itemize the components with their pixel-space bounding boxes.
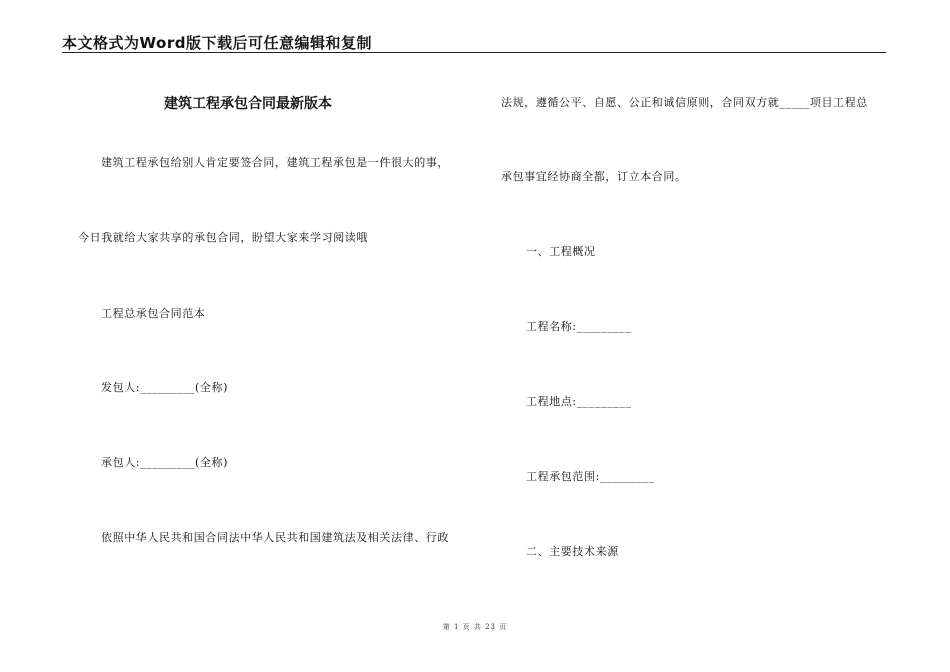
document-header — [62, 32, 886, 53]
right-paragraph-line: 工程地点:_________ — [526, 395, 632, 408]
right-paragraph-line: 工程名称:_________ — [526, 320, 632, 333]
left-paragraph-line: 承包人:_________(全称) — [101, 456, 228, 469]
right-paragraph-line: 法规，遵循公平、自愿、公正和诚信原则，合同双方就_____项目工程总 — [501, 96, 868, 109]
header-banner: 本文格式为Word版下载后可任意编辑和复制 — [62, 34, 372, 52]
left-paragraph-line: 依照中华人民共和国合同法中华人民共和国建筑法及相关法律、行政 — [101, 531, 449, 544]
left-paragraph-line: 今日我就给大家共享的承包合同，盼望大家来学习阅读哦 — [78, 231, 368, 244]
section-heading: 一、工程概况 — [526, 245, 596, 258]
right-paragraph-line: 工程承包范围:_________ — [526, 470, 655, 483]
page-indicator: 第 1 页 共 23 页 — [442, 623, 508, 631]
left-paragraph-line: 发包人:_________(全称) — [101, 381, 228, 394]
section-heading: 二、主要技术来源 — [526, 545, 619, 558]
right-paragraph-line: 承包事宜经协商全都，订立本合同。 — [501, 170, 687, 183]
left-paragraph-line: 建筑工程承包给别人肯定要签合同，建筑工程承包是一件很大的事， — [101, 156, 449, 169]
left-paragraph-line: 工程总承包合同范本 — [101, 307, 206, 320]
document-title: 建筑工程承包合同最新版本 — [164, 96, 332, 112]
